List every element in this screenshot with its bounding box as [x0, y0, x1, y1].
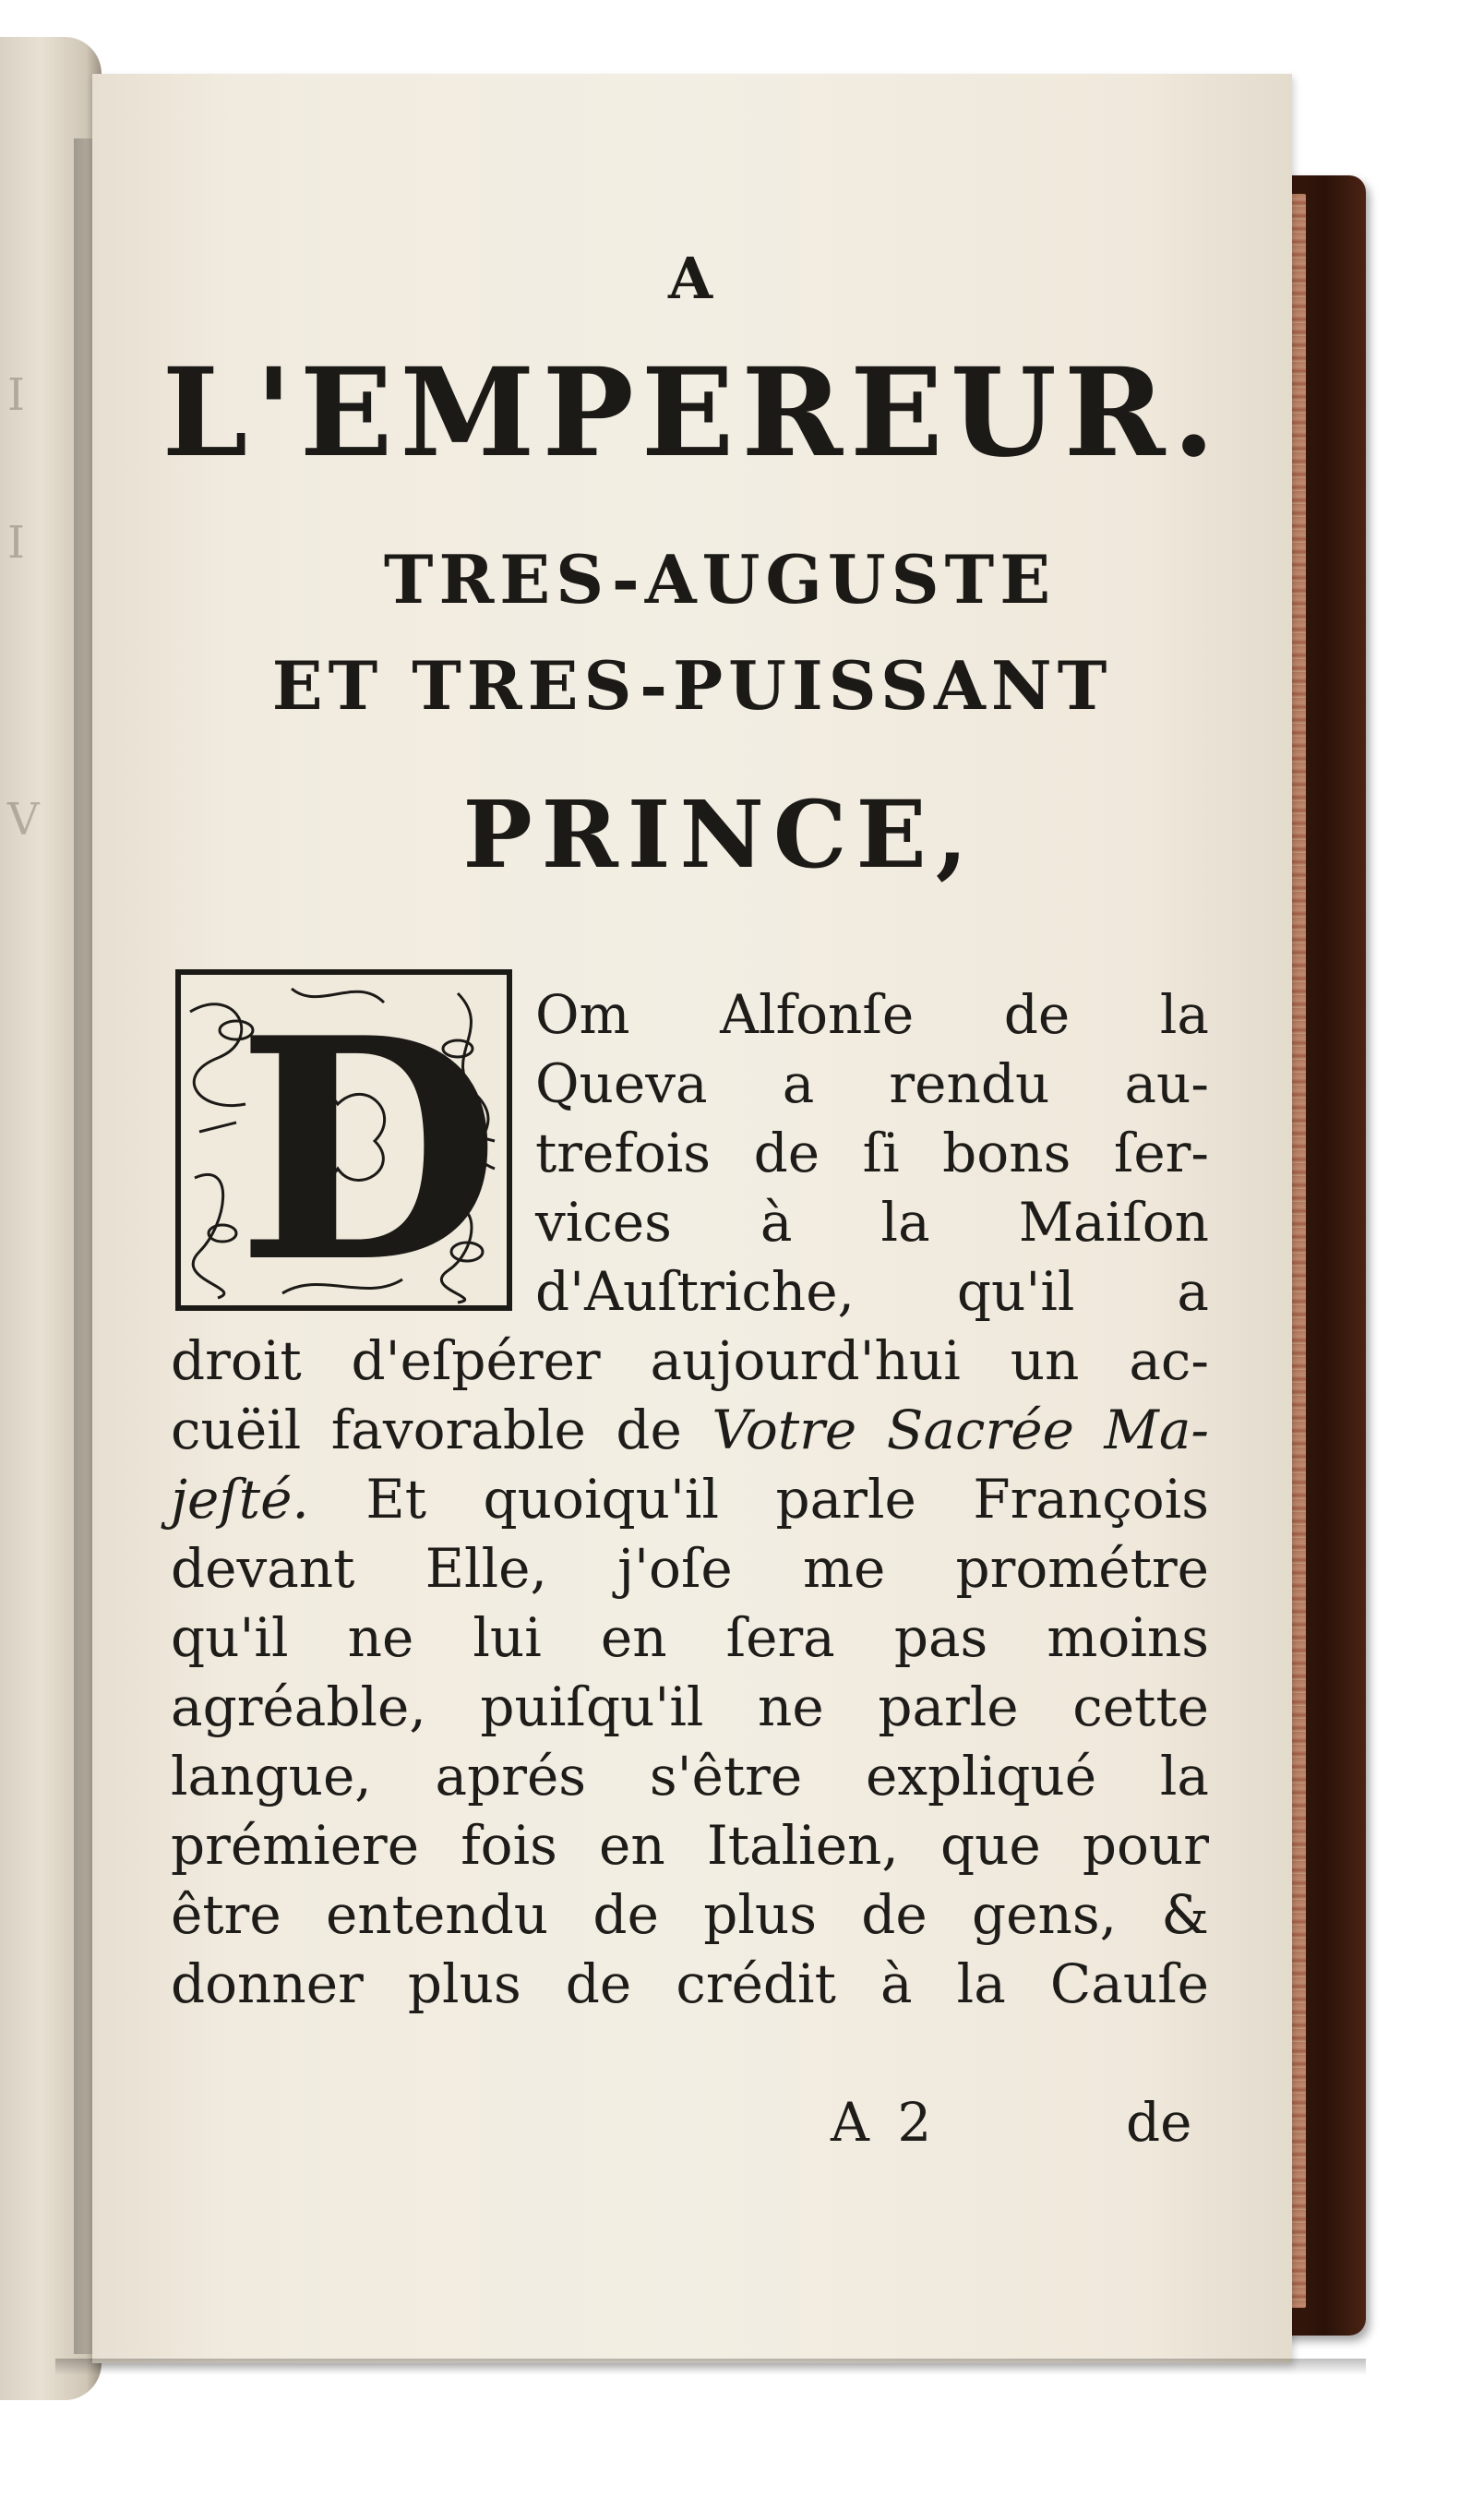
book-shadow — [55, 2359, 1366, 2375]
text-line: trefois de ſi bons ſer- — [535, 1122, 1209, 1184]
facing-page-fragment: I — [7, 369, 25, 421]
text-line: devant Elle, j'oſe me prométre — [171, 1537, 1209, 1600]
title-subline-2: ET TRES-PUISSANT — [271, 646, 1113, 725]
text-line — [171, 1399, 1209, 1461]
facing-page-fragment: V — [7, 794, 40, 846]
book-page — [92, 74, 1292, 2363]
text-segment: Et quoiqu'il parle François — [308, 1468, 1209, 1531]
text-line: donner plus de crédit à la Cauſe — [171, 1952, 1209, 2015]
text-line: être entendu de plus de gens, & — [171, 1883, 1209, 1946]
title-prince: PRINCE, — [462, 780, 977, 889]
italic-phrase: jeſté. — [171, 1468, 309, 1531]
initial-letter: D — [236, 971, 501, 1329]
text-segment: cuëil favorable de — [171, 1399, 712, 1461]
page-title: L'EMPEREUR. — [162, 342, 1223, 485]
text-line: langue, aprés s'être expliqué la — [171, 1745, 1209, 1807]
text-line: vices à la Maiſon — [535, 1191, 1209, 1254]
text-line: prémiere fois en Italien, que pour — [171, 1814, 1209, 1877]
text-line: agréable, puiſqu'il ne parle cette — [171, 1675, 1209, 1738]
italic-phrase: Votre Sacrée Ma- — [712, 1399, 1209, 1461]
text-line: droit d'eſpérer aujourd'hui un ac- — [171, 1329, 1209, 1392]
text-line: qu'il ne lui en ſera pas moins — [171, 1606, 1209, 1669]
facing-page-fragment: I — [7, 517, 25, 569]
text-line: d'Auſtriche, qu'il a — [535, 1260, 1209, 1323]
text-line: Queva a rendu au- — [535, 1052, 1209, 1115]
text-line — [171, 1468, 1209, 1531]
decorated-initial — [175, 969, 512, 1329]
signature-mark: A 2 — [831, 2091, 938, 2154]
text-line: Om Alfonſe de la — [535, 983, 1209, 1046]
catchword: de — [1126, 2091, 1192, 2154]
title-line-a: A — [667, 245, 717, 312]
title-subline-1: TRES-AUGUSTE — [383, 540, 1057, 618]
